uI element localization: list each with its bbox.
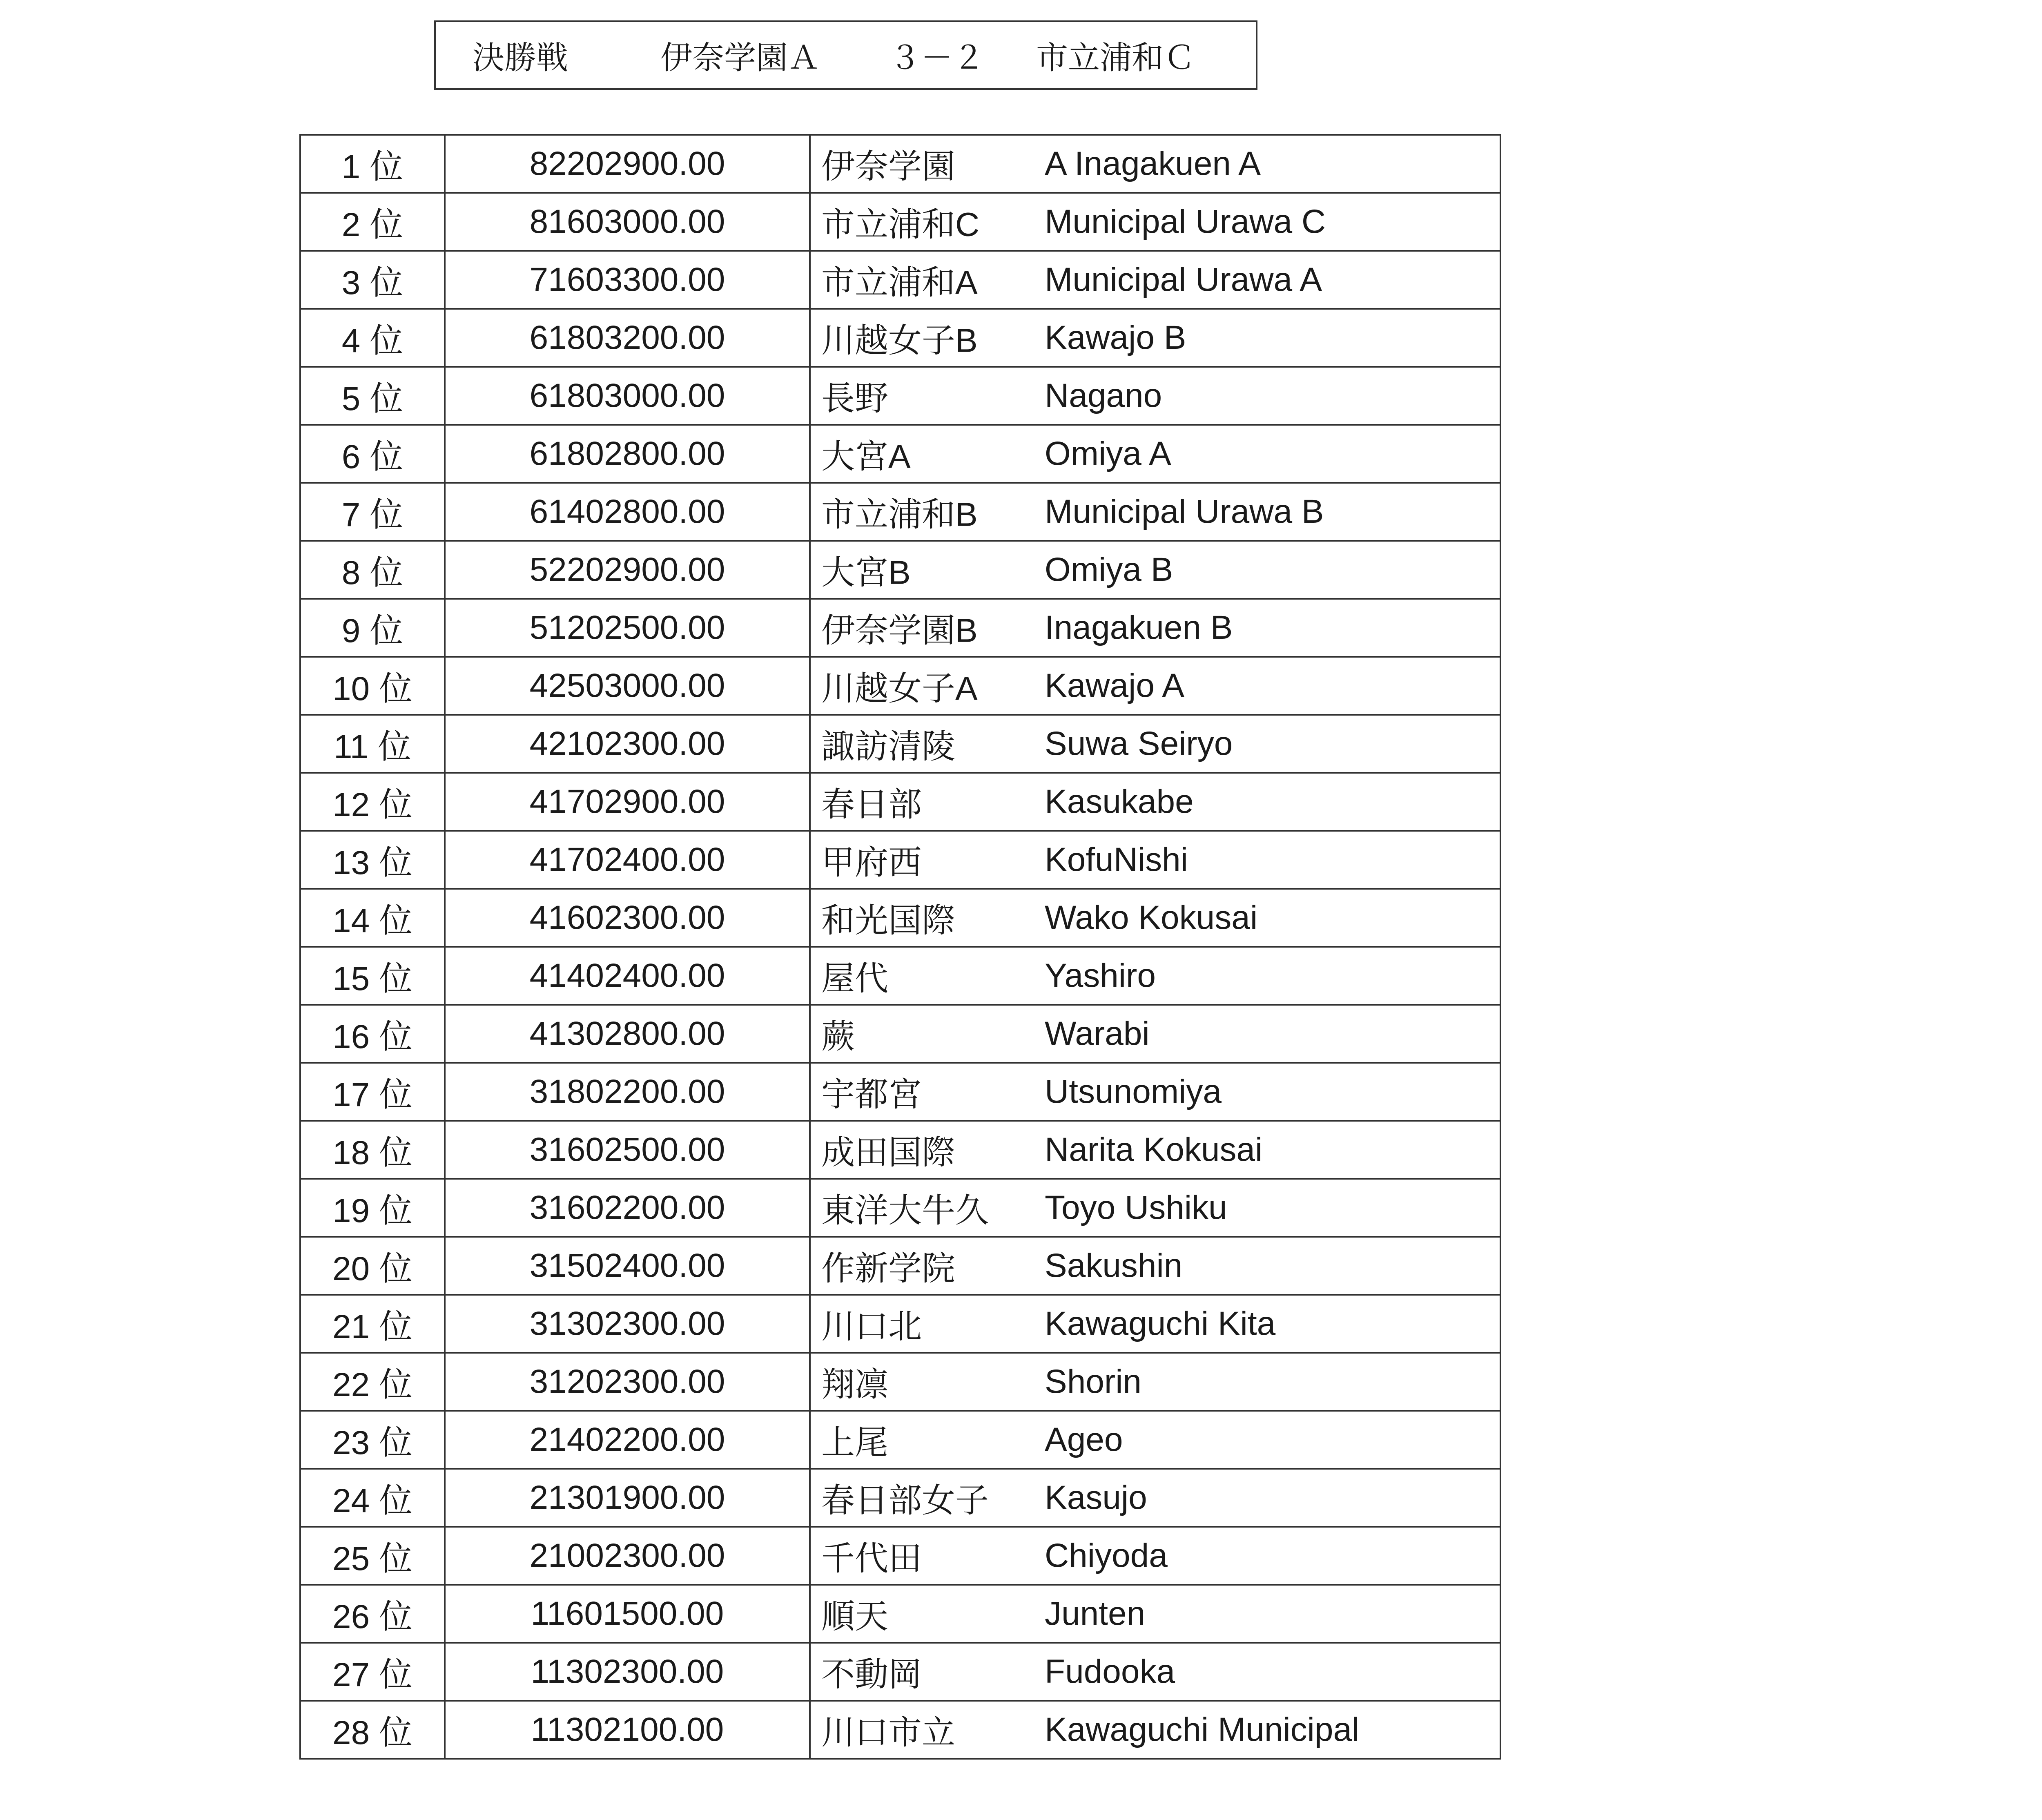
table-row: [300, 483, 1500, 541]
rank-cell: 16 位: [300, 1005, 445, 1063]
team-name-en: Kasujo: [1045, 1479, 1147, 1516]
table-row: [300, 1527, 1500, 1585]
team-name-en: Nagano: [1045, 377, 1162, 414]
table-row: [300, 1701, 1500, 1759]
score-cell: 51202500.00: [445, 599, 810, 657]
rank-cell: 19 位: [300, 1179, 445, 1237]
table-row: [300, 1121, 1500, 1179]
team-name-en: A Inagakuen A: [1045, 145, 1261, 182]
team-cell: [810, 1295, 1500, 1353]
final-team-a: 伊奈学園Ａ: [660, 40, 820, 76]
team-name-en: Kasukabe: [1045, 783, 1194, 820]
team-name-jp: 作新学院: [821, 1250, 956, 1287]
team-cell: [810, 1585, 1500, 1643]
score-cell: 31302300.00: [445, 1295, 810, 1353]
team-cell: [810, 1701, 1500, 1759]
team-name-en: Inagakuen B: [1045, 609, 1233, 646]
rank-cell: 28 位: [300, 1701, 445, 1759]
rank-cell: 7 位: [300, 483, 445, 541]
score-cell: 82202900.00: [445, 135, 810, 193]
team-cell: [810, 1469, 1500, 1527]
team-name-en: Shorin: [1045, 1363, 1142, 1400]
team-cell: [810, 947, 1500, 1005]
team-cell: [810, 1005, 1500, 1063]
rank-cell: 26 位: [300, 1585, 445, 1643]
table-row: [300, 773, 1500, 831]
table-row: [300, 1585, 1500, 1643]
team-name-jp: 甲府西: [821, 844, 922, 881]
team-cell: [810, 715, 1500, 773]
team-cell: [810, 1353, 1500, 1411]
score-cell: 11302100.00: [445, 1701, 810, 1759]
final-match-box: [434, 20, 1257, 90]
rank-cell: 25 位: [300, 1527, 445, 1585]
team-cell: [810, 193, 1500, 251]
rank-cell: 5 位: [300, 367, 445, 425]
final-label: 決勝戦: [473, 40, 568, 76]
team-name-en: Kawajo A: [1045, 667, 1184, 704]
team-cell: [810, 1527, 1500, 1585]
team-name-en: Narita Kokusai: [1045, 1131, 1263, 1168]
team-name-jp: 市立浦和C: [821, 206, 980, 243]
table-row: [300, 367, 1500, 425]
team-name-en: Warabi: [1045, 1015, 1150, 1052]
score-cell: 11302300.00: [445, 1643, 810, 1701]
table-row: [300, 1643, 1500, 1701]
team-name-jp: 翔凛: [821, 1366, 889, 1403]
score-cell: 41302800.00: [445, 1005, 810, 1063]
team-cell: [810, 135, 1500, 193]
team-name-jp: 大宮B: [821, 554, 911, 591]
team-name-en: Ageo: [1045, 1421, 1123, 1458]
score-cell: 41702900.00: [445, 773, 810, 831]
score-cell: 21301900.00: [445, 1469, 810, 1527]
team-name-jp: 春日部女子: [821, 1482, 989, 1519]
team-name-jp: 千代田: [821, 1540, 922, 1577]
team-name-en: Omiya A: [1045, 435, 1171, 472]
score-cell: 42503000.00: [445, 657, 810, 715]
team-name-jp: 蕨: [821, 1018, 855, 1055]
team-name-en: Kawaguchi Municipal: [1045, 1711, 1360, 1748]
team-name-en: Fudooka: [1045, 1653, 1175, 1690]
team-name-en: Wako Kokusai: [1045, 899, 1258, 936]
score-cell: 21402200.00: [445, 1411, 810, 1469]
rank-cell: 3 位: [300, 251, 445, 309]
team-cell: [810, 1411, 1500, 1469]
team-name-en: Suwa Seiryo: [1045, 725, 1233, 762]
team-name-jp: 大宮A: [821, 438, 911, 475]
rank-cell: 17 位: [300, 1063, 445, 1121]
score-cell: 61802800.00: [445, 425, 810, 483]
team-name-jp: 川越女子A: [821, 670, 978, 707]
team-name-jp: 市立浦和B: [821, 496, 978, 533]
table-row: [300, 1295, 1500, 1353]
table-row: [300, 541, 1500, 599]
table-row: [300, 947, 1500, 1005]
rank-cell: 22 位: [300, 1353, 445, 1411]
rank-cell: 15 位: [300, 947, 445, 1005]
team-name-en: Sakushin: [1045, 1247, 1183, 1284]
score-cell: 11601500.00: [445, 1585, 810, 1643]
team-name-jp: 諏訪清陵: [821, 728, 956, 765]
team-cell: [810, 1063, 1500, 1121]
rank-cell: 11 位: [300, 715, 445, 773]
team-name-jp: 長野: [821, 380, 889, 417]
team-cell: [810, 831, 1500, 889]
team-name-jp: 川口北: [821, 1308, 922, 1345]
team-name-jp: 伊奈学園: [821, 148, 956, 185]
table-row: [300, 831, 1500, 889]
table-row: [300, 193, 1500, 251]
team-name-en: Utsunomiya: [1045, 1073, 1222, 1110]
team-name-en: Omiya B: [1045, 551, 1173, 588]
table-row: [300, 889, 1500, 947]
table-row: [300, 251, 1500, 309]
team-name-en: Kawajo B: [1045, 319, 1186, 356]
team-name-jp: 伊奈学園B: [821, 612, 978, 649]
table-row: [300, 715, 1500, 773]
rank-cell: 12 位: [300, 773, 445, 831]
team-name-jp: 成田国際: [821, 1134, 956, 1171]
team-name-en: Toyo Ushiku: [1045, 1189, 1227, 1226]
team-name-jp: 春日部: [821, 786, 922, 823]
team-cell: [810, 1121, 1500, 1179]
rank-cell: 9 位: [300, 599, 445, 657]
final-team-b: 市立浦和Ｃ: [1036, 40, 1196, 76]
score-cell: 31602500.00: [445, 1121, 810, 1179]
table-row: [300, 657, 1500, 715]
score-cell: 41602300.00: [445, 889, 810, 947]
team-name-jp: 川口市立: [821, 1714, 956, 1751]
final-score: ３－２: [889, 40, 985, 76]
team-cell: [810, 657, 1500, 715]
table-row: [300, 1005, 1500, 1063]
team-name-en: Chiyoda: [1045, 1537, 1168, 1574]
rank-cell: 4 位: [300, 309, 445, 367]
score-cell: 52202900.00: [445, 541, 810, 599]
score-cell: 21002300.00: [445, 1527, 810, 1585]
table-row: [300, 1411, 1500, 1469]
rank-cell: 24 位: [300, 1469, 445, 1527]
table-row: [300, 425, 1500, 483]
rank-cell: 18 位: [300, 1121, 445, 1179]
team-name-jp: 上尾: [821, 1424, 889, 1461]
rank-cell: 14 位: [300, 889, 445, 947]
table-row: [300, 1063, 1500, 1121]
rank-cell: 1 位: [300, 135, 445, 193]
team-cell: [810, 1237, 1500, 1295]
team-name-jp: 和光国際: [821, 902, 956, 939]
team-cell: [810, 367, 1500, 425]
rank-cell: 6 位: [300, 425, 445, 483]
team-name-jp: 川越女子B: [821, 322, 978, 359]
score-cell: 81603000.00: [445, 193, 810, 251]
team-name-en: KofuNishi: [1045, 841, 1188, 878]
rank-cell: 13 位: [300, 831, 445, 889]
team-cell: [810, 483, 1500, 541]
rank-cell: 2 位: [300, 193, 445, 251]
rank-cell: 21 位: [300, 1295, 445, 1353]
score-cell: 61402800.00: [445, 483, 810, 541]
table-row: [300, 135, 1500, 193]
team-name-jp: 不動岡: [821, 1656, 922, 1693]
rank-cell: 23 位: [300, 1411, 445, 1469]
score-cell: 31502400.00: [445, 1237, 810, 1295]
score-cell: 31202300.00: [445, 1353, 810, 1411]
team-name-en: Municipal Urawa A: [1045, 261, 1322, 298]
team-name-jp: 順天: [821, 1598, 889, 1635]
table-row: [300, 309, 1500, 367]
table-row: [300, 1179, 1500, 1237]
rank-cell: 8 位: [300, 541, 445, 599]
team-name-jp: 市立浦和A: [821, 264, 978, 301]
score-cell: 71603300.00: [445, 251, 810, 309]
rank-cell: 10 位: [300, 657, 445, 715]
table-row: [300, 1469, 1500, 1527]
team-name-en: Yashiro: [1045, 957, 1156, 994]
team-cell: [810, 889, 1500, 947]
team-name-en: Junten: [1045, 1595, 1146, 1632]
table-row: [300, 599, 1500, 657]
team-cell: [810, 309, 1500, 367]
score-cell: 41402400.00: [445, 947, 810, 1005]
score-cell: 31602200.00: [445, 1179, 810, 1237]
rankings-table: [299, 134, 1501, 1760]
table-row: [300, 1353, 1500, 1411]
team-cell: [810, 1643, 1500, 1701]
team-name-en: Municipal Urawa C: [1045, 203, 1326, 240]
team-cell: [810, 1179, 1500, 1237]
team-cell: [810, 425, 1500, 483]
team-name-jp: 宇都宮: [821, 1076, 922, 1113]
rank-cell: 27 位: [300, 1643, 445, 1701]
team-name-jp: 屋代: [821, 960, 889, 997]
team-name-en: Municipal Urawa B: [1045, 493, 1324, 530]
score-cell: 41702400.00: [445, 831, 810, 889]
team-cell: [810, 599, 1500, 657]
team-name-en: Kawaguchi Kita: [1045, 1305, 1276, 1342]
team-name-jp: 東洋大牛久: [821, 1192, 989, 1229]
team-cell: [810, 251, 1500, 309]
score-cell: 61803200.00: [445, 309, 810, 367]
team-cell: [810, 541, 1500, 599]
score-cell: 61803000.00: [445, 367, 810, 425]
score-cell: 31802200.00: [445, 1063, 810, 1121]
table-row: [300, 1237, 1500, 1295]
team-cell: [810, 773, 1500, 831]
rank-cell: 20 位: [300, 1237, 445, 1295]
score-cell: 42102300.00: [445, 715, 810, 773]
